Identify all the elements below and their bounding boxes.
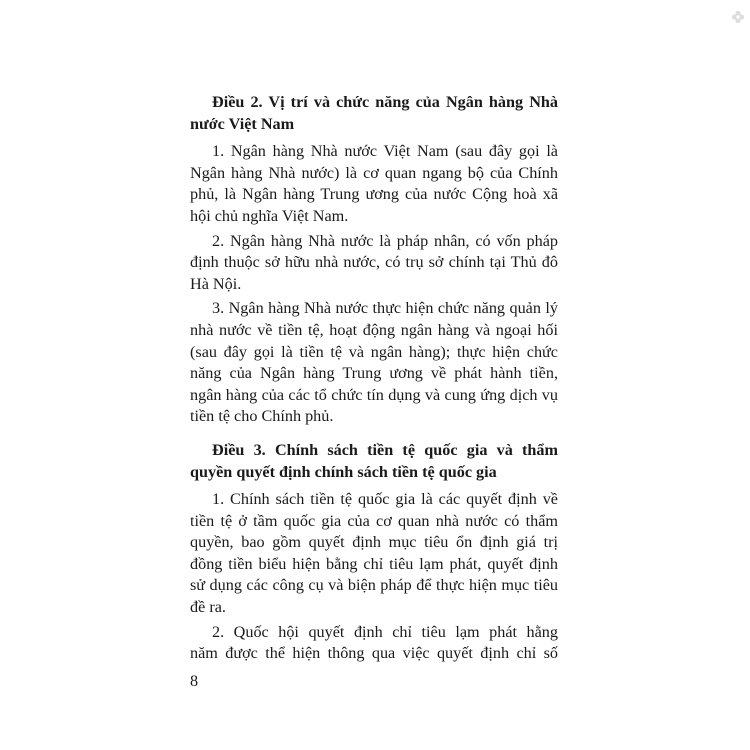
text-line: 1. Chính sách tiền tệ quốc gia là các quyết định về bbox=[212, 490, 558, 509]
text-line: hội chủ nghĩa Việt Nam. bbox=[190, 206, 349, 225]
article-heading bbox=[190, 92, 558, 135]
page-number: 8 bbox=[190, 672, 199, 690]
text-line: năng của Ngân hàng Trung ương về phát hành tiền, bbox=[190, 364, 558, 383]
text-line: 1. Ngân hàng Nhà nước Việt Nam (sau đây gọi là bbox=[212, 142, 558, 161]
text-line: 3. Ngân hàng Nhà nước thực hiện chức năng quản lý bbox=[212, 299, 558, 318]
heading-line: quyền quyết định chính sách tiền tệ quốc gia bbox=[190, 462, 497, 481]
text-line: Hà Nội. bbox=[190, 274, 242, 293]
text-line: tiền tệ ở tầm quốc gia của cơ quan nhà nước có thẩm bbox=[190, 511, 558, 530]
heading-line: nước Việt Nam bbox=[190, 114, 295, 133]
text-line: nhà nước về tiền tệ, hoạt động ngân hàng và ngoại hối bbox=[190, 320, 558, 339]
text-line: ngân hàng của các tổ chức tín dụng và cung ứng dịch vụ bbox=[190, 385, 558, 404]
clause-paragraph bbox=[190, 489, 558, 619]
clause-paragraph bbox=[190, 622, 558, 665]
heading-line: Điều 3. Chính sách tiền tệ quốc gia và thẩm bbox=[212, 440, 558, 459]
text-line: quyền, bao gồm quyết định mục tiêu ổn định giá trị bbox=[190, 533, 558, 552]
heading-line: Điều 2. Vị trí và chức năng của Ngân hàng Nhà bbox=[212, 93, 558, 111]
text-line: tiền tệ cho Chính phủ. bbox=[190, 407, 334, 426]
text-line: năm được thể hiện thông qua việc quyết định chỉ số bbox=[190, 644, 558, 663]
text-line: 2. Quốc hội quyết định chỉ tiêu lạm phát hằng bbox=[212, 622, 558, 641]
text-line: phủ, là Ngân hàng Trung ương của nước Cộng hoà xã bbox=[190, 185, 558, 204]
article-heading bbox=[190, 440, 558, 483]
text-line: đồng tiền biểu hiện bằng chỉ tiêu lạm phát, quyết định bbox=[190, 554, 558, 573]
clause-paragraph bbox=[190, 298, 558, 428]
article-section bbox=[190, 92, 558, 428]
text-line: (sau đây gọi là tiền tệ và ngân hàng); thực hiện chức bbox=[190, 342, 558, 361]
text-line: sử dụng các công cụ và biện pháp để thực hiện mục tiêu bbox=[190, 576, 558, 595]
flower-icon bbox=[731, 10, 745, 24]
article-section bbox=[190, 440, 558, 665]
book-page-body bbox=[190, 92, 558, 677]
text-line: Ngân hàng Nhà nước) là cơ quan ngang bộ của Chính bbox=[190, 163, 558, 182]
text-line: định thuộc sở hữu nhà nước, có trụ sở chính tại Thủ đô bbox=[190, 253, 558, 272]
clause-paragraph bbox=[190, 141, 558, 227]
text-line: đề ra. bbox=[190, 598, 226, 617]
clause-paragraph bbox=[190, 231, 558, 296]
text-line: 2. Ngân hàng Nhà nước là pháp nhân, có vốn pháp bbox=[212, 231, 558, 250]
